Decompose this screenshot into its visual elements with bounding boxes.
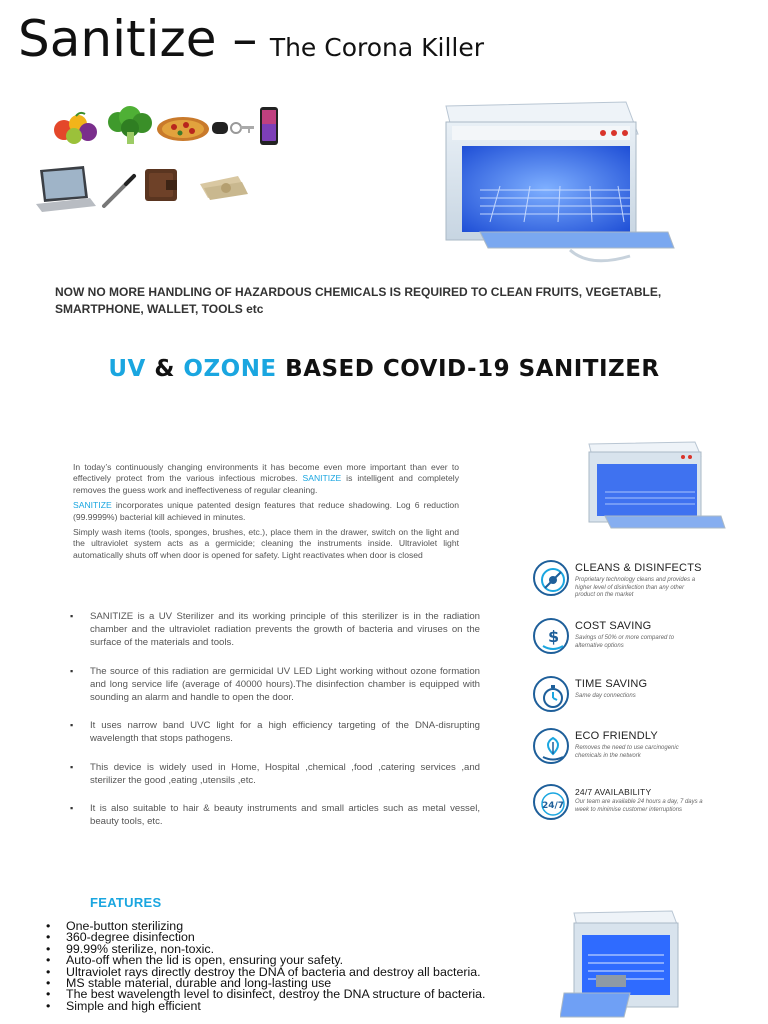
heading-uv: UV [108, 356, 146, 382]
list-item [70, 610, 480, 650]
list-item [70, 802, 480, 828]
bullet-text: This device is widely used in Home, Hospital ,chemical ,food ,catering services ,and sterilizer the good ,eating ,utensils ,etc. [90, 761, 480, 786]
bullet-marker: • [46, 998, 51, 1013]
features-heading: FEATURES [90, 895, 162, 910]
feature-text: 99.99% sterilize, non-toxic. [66, 941, 215, 956]
brand-name: SANITIZE [73, 500, 112, 511]
bullet-text: The source of this radiation are germicidal UV LED Light working without ozone formation and long service life (average of 40000 hours).The disinfection chamber is equipped with sounding an alarm and handle to open the door. [90, 665, 480, 704]
pen-icon [100, 170, 140, 210]
feature-text: Auto-off when the lid is open, ensuring your safety. [66, 953, 344, 968]
stopwatch-icon [533, 676, 569, 712]
bullet-marker: • [46, 941, 51, 956]
intro-p1-text-end: is intelligent and completely removes the guess work and ineffectiveness of regular cleaning. [73, 473, 459, 495]
bullet-marker: ▪ [70, 761, 74, 772]
bullet-marker: • [46, 987, 51, 1002]
benefit-title: COST SAVING [575, 620, 652, 632]
heading-rest: BASED COVID-19 SANITIZER [276, 356, 660, 382]
brand-name: SANITIZE [302, 473, 342, 484]
svg-text:$: $ [548, 627, 560, 646]
heading-amp: & [145, 356, 184, 382]
benefit-description: Same day connections [575, 693, 636, 699]
leaf-hand-icon [533, 728, 569, 764]
bullet-text: SANITIZE is a UV Sterilizer and its working principle of this sterilizer is in the radiation chamber and the ultraviolet radiation prevents the growth of bacteria and viruses on the surface of the materials and tools. [90, 611, 480, 649]
bullet-marker: • [46, 919, 51, 933]
bullet-marker: • [46, 964, 51, 979]
virus-shield-icon [533, 560, 569, 596]
benefit-title: CLEANS & DISINFECTS [575, 562, 702, 574]
description-bullets [70, 610, 480, 843]
title-main: Sanitize – [18, 10, 258, 68]
uv-sanitizer-device-image [440, 100, 676, 270]
feature-text: MS stable material, durable and long-lasting use [66, 976, 332, 991]
feature-text: Simple and high efficient [66, 998, 201, 1013]
broccoli-icon [104, 106, 154, 146]
bullet-marker: • [46, 930, 51, 945]
bullet-text: It uses narrow band UVC light for a high efficiency targeting of the DNA-disrupting wavelength that stops pathogens. [90, 720, 480, 745]
uv-sanitizer-open-image [560, 905, 685, 1024]
smartphone-icon [258, 106, 280, 146]
banknotes-icon [196, 172, 252, 202]
intro-p2-text: incorporates unique patented design features that reduce shadowing. Log 6 reduction (99.9999%) bacterial kill achieved in minutes. [73, 500, 459, 522]
intro-paragraph-1 [73, 462, 459, 496]
uv-sanitizer-small-image [585, 440, 727, 536]
features-list [46, 921, 546, 1012]
bullet-marker: ▪ [70, 611, 74, 621]
bullet-marker: ▪ [70, 803, 74, 814]
feature-text: The best wavelength level to disinfect, destroy the DNA structure of bacteria. [66, 987, 486, 1002]
headline-text: NOW NO MORE HANDLING OF HAZARDOUS CHEMICALS IS REQUIRED TO CLEAN FRUITS, VEGETABLE, SMARTPHONE, WALLET, TOOLS etc [55, 285, 662, 316]
benefit-title: 24/7 AVAILABILITY [575, 787, 652, 797]
pizza-icon [156, 114, 210, 144]
list-item [46, 998, 546, 1013]
list-item [70, 761, 480, 787]
list-item [70, 719, 480, 745]
laptop-icon [34, 164, 98, 214]
fruits-icon [52, 110, 100, 146]
bullet-marker: • [46, 953, 51, 968]
page-title [18, 10, 484, 68]
items-collage [30, 100, 300, 220]
intro-paragraph-3: Simply wash items (tools, sponges, brushes, etc.), place them in the drawer, switch on the light and the ultraviolet system acts as a germicide; cleaning the instruments inside. Ultraviolet light automatically shuts off when door is opened for safety. Light reactivates when door is closed [73, 527, 459, 560]
feature-text: Ultraviolet rays directly destroy the DNA of bacteria and destroy all bacteria. [66, 964, 481, 979]
clock-24-7-icon [533, 784, 569, 820]
section-heading [0, 356, 768, 382]
benefit-description: Our team are available 24 hours a day, 7 days a week to minimise customer interruptions [575, 799, 703, 813]
bullet-marker: • [46, 976, 51, 991]
benefit-description: Removes the need to use carcinogenic chemicals in the network [575, 745, 679, 759]
heading-ozone: OZONE [183, 356, 277, 382]
feature-text: One-button sterilizing [66, 919, 184, 933]
feature-text: 360-degree disinfection [66, 930, 195, 945]
intro-text [73, 462, 459, 565]
benefit-title: ECO FRIENDLY [575, 730, 658, 742]
availability-badge-text: 24/7 [541, 801, 565, 811]
bullet-marker: ▪ [70, 665, 74, 676]
keys-icon [210, 114, 256, 144]
list-item [70, 665, 480, 705]
title-subtitle: The Corona Killer [269, 33, 485, 62]
intro-paragraph-2 [73, 500, 459, 523]
bullet-marker: ▪ [70, 720, 74, 731]
benefit-title: TIME SAVING [575, 678, 648, 690]
bullet-text: It is also suitable to hair & beauty instruments and small articles such as metal vessel, beauty tools, etc. [90, 803, 480, 828]
benefit-description: Savings of 50% or more compared to alternative options [575, 635, 675, 649]
dollar-hand-icon [533, 618, 569, 654]
intro-p1-text: In today’s continuously changing environments it has become even more important than ever to effectively protect from the various infectious microbes. [73, 462, 459, 484]
benefit-description: Proprietary technology cleans and provides a higher level of disinfection than any other product on the market [575, 577, 696, 599]
wallet-icon [142, 166, 180, 204]
